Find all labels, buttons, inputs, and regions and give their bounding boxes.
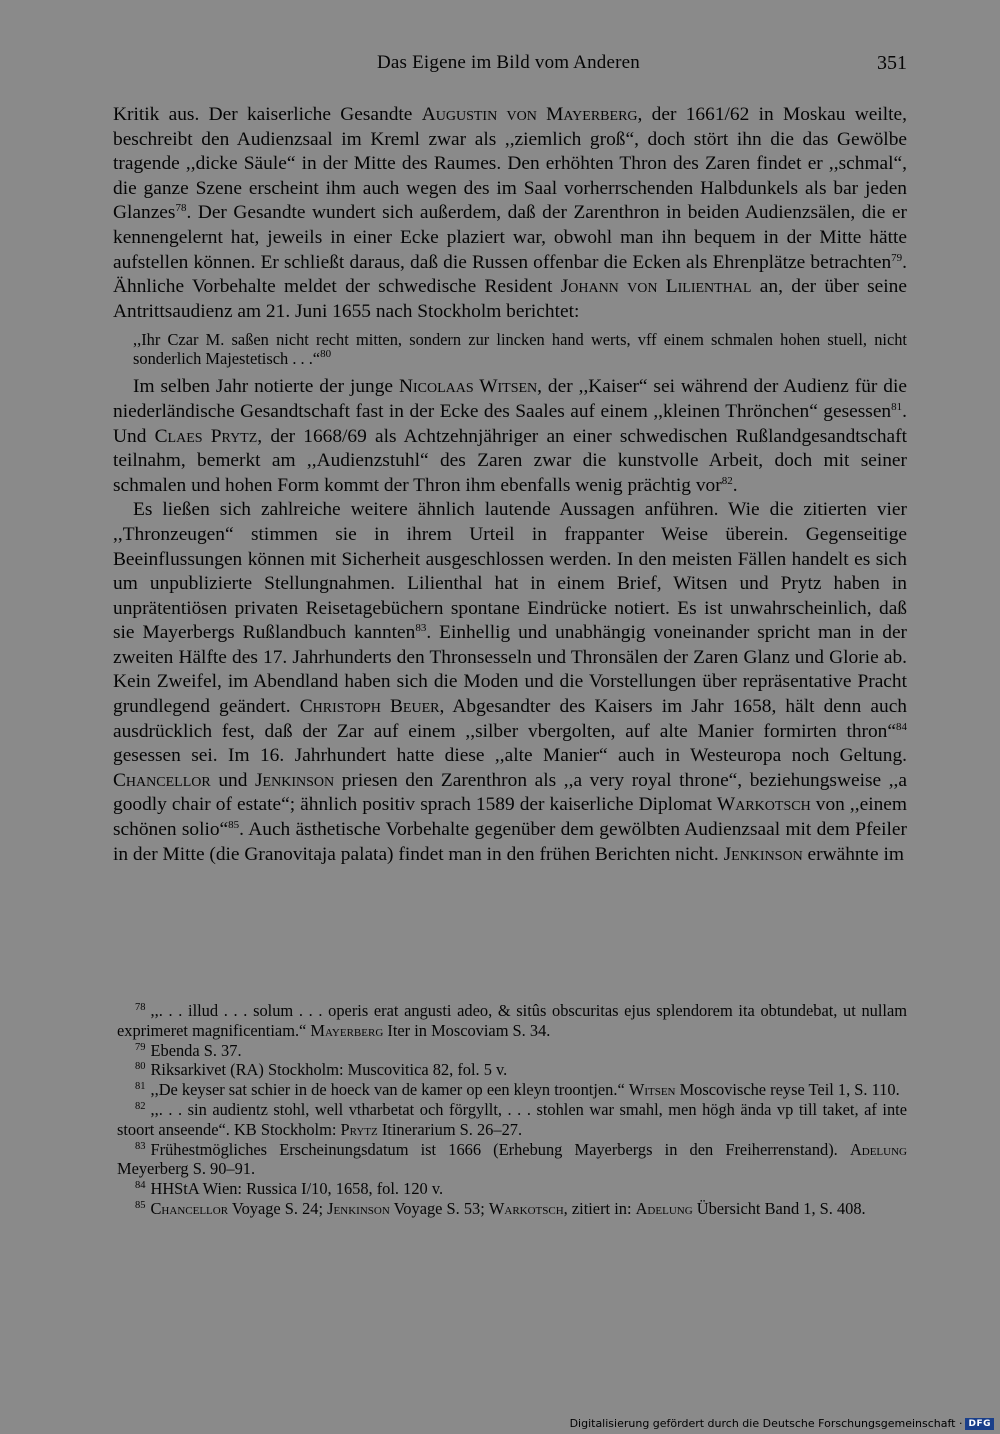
footnote-text: Übersicht Band 1, S. 408.: [692, 1198, 866, 1218]
footnote-79: [117, 1041, 907, 1061]
footnote-text: Voyage S. 53;: [389, 1198, 489, 1218]
author-name: Mayerberg: [310, 1020, 384, 1040]
author-name: Jenkinson: [327, 1198, 390, 1218]
footnote-number: 81: [135, 1081, 146, 1093]
text-run: gesessen sei. Im 16. Jahrhundert hatte diese ,,alte Manier“ auch in Westeuropa noch Geltung.: [113, 745, 907, 767]
footnote-ref: 81: [891, 400, 903, 413]
footnote-text: Iter in Moscoviam S. 34.: [383, 1020, 551, 1040]
text-run: an, der über seine Antrittsaudienz am 21. Juni 1655 nach Stockholm berichtet:: [113, 276, 907, 322]
footnote-number: 84: [135, 1180, 146, 1192]
person-name: Johann von Lilienthal: [560, 276, 752, 298]
text-run: , Abgesandter des Kaisers im Jahr 1658, hält denn auch ausdrücklich fest, daß der Zar auf einem ,,silber vbergolten, auf alte Manier formirten thron“: [113, 696, 908, 742]
footnote-text: HHStA Wien: Russica I/10, 1658, fol. 120 v.: [150, 1179, 444, 1199]
author-name: Prytz: [340, 1119, 378, 1139]
footnote-number: 80: [135, 1061, 146, 1073]
person-name: Warkotsch: [716, 794, 811, 816]
text-run: . Der Gesandte wundert sich außerdem, daß der Zarenthron in beiden Audienzsälen, die er kennengelernt hat, jeweils in einer Ecke plaziert war, obwohl man ihn bequem in der Mitte hätte aufstellen können. Er schließt daraus, daß die Russen offenbar die Ecken als Ehrenplätze betrachten: [113, 202, 907, 273]
dfg-logo-icon: DFG: [965, 1418, 994, 1430]
author-name: Adelung: [635, 1198, 693, 1218]
person-name: Jenkinson: [723, 843, 803, 865]
page-number: 351: [877, 52, 907, 74]
person-name: Christoph Beuer: [299, 696, 440, 718]
person-name: Nicolaas Witsen: [398, 376, 538, 398]
footnote-78: [117, 1001, 907, 1041]
footnote-81: [117, 1080, 907, 1100]
footnote-text: Meyerberg S. 90–91.: [117, 1159, 256, 1179]
digitization-note: Digitalisierung gefördert durch die Deutsche Forschungsgemeinschaft ·: [569, 1417, 963, 1430]
text-run: , der ,,Kaiser“ sei während der Audienz für die niederländische Gesandtschaft fast in der Ecke des Saales auf einem ,,kleinen Thrönchen“ gesessen: [113, 376, 907, 422]
footnote-ref: 80: [320, 348, 332, 361]
footnote-text: Moscovische reyse Teil 1, S. 110.: [675, 1080, 900, 1100]
footnote-text: ,,. . . sin audientz stohl, well vtharbetat och förgyllt, . . . stohlen war smahl, men högh ända vp till taket, af inte stoort anseende“. KB Stockholm:: [117, 1099, 907, 1139]
running-title: Das Eigene im Bild vom Anderen: [377, 52, 640, 73]
person-name: Chancellor: [113, 769, 211, 791]
quote-text: ,,Ihr Czar M. saßen nicht recht mitten, sondern zur lincken hand werts, vff einem schmalen hohen stuell, nicht sonderlich Majestetisch . . .“: [133, 330, 907, 369]
paragraph-1: [113, 103, 907, 324]
paragraph-2: [113, 375, 907, 498]
author-name: Witsen: [628, 1080, 676, 1100]
page-header: [110, 52, 907, 82]
text-run: , der 1661/62 in Moskau weilte, beschreibt den Audienzsaal im Kreml zwar als ,,ziemlich groß“, doch stört ihn die das Gewölbe tragende ,,dicke Säule“ in der Mitte des Raumes. Den erhöhten Thron des Zaren findet er ,,schmal“, die ganze Szene erscheint ihm auch wegen des im Saal vorherrschenden Halbdunkels als bar jeden Glanzes: [113, 104, 907, 224]
text-run: Es ließen sich zahlreiche weitere ähnlich lautende Aussagen anführen. Wie die zitierten vier ,,Thronzeugen“ stimmen sie in ihrem Urteil in frappanter Weise überein. Gegenseitige Beeinflussungen können mit Sicherheit ausgeschlossen werden. In den meisten Fällen handelt es sich um unpublizierte Stellungnahmen. Lilienthal hat in einem Brief, Witsen und Prytz haben in unprätentiösen privaten Reisetagebüchern spontane Eindrücke notiert. Es ist unwahrscheinlich, daß sie Mayerbergs Rußlandbuch kannten: [113, 499, 907, 644]
author-name: Adelung: [849, 1139, 907, 1159]
footnote-85: [117, 1199, 907, 1219]
footnote-text: ,,De keyser sat schier in de hoeck van de kamer op een kleyn troontjen.“: [150, 1080, 629, 1100]
text-run: erwähnte im: [802, 843, 904, 865]
text-run: von ,,einem schönen solio“: [113, 794, 907, 841]
footnote-82: [117, 1100, 907, 1140]
footnote-text: , zitiert in:: [563, 1198, 636, 1218]
footnote-ref: 84: [896, 720, 907, 733]
footnote-text: Riksarkivet (RA) Stockholm: Muscovitica 82, fol. 5 v.: [150, 1060, 508, 1080]
footnote-83: [117, 1140, 907, 1180]
text-run: Kritik aus. Der kaiserliche Gesandte: [113, 104, 422, 125]
footnote-ref: 85: [228, 819, 240, 832]
text-run: . Und: [113, 400, 907, 447]
footnote-text: Ebenda S. 37.: [150, 1040, 242, 1060]
footnote-text: Frühestmögliches Erscheinungsdatum ist 1666 (Erhebung Mayerbergs in den Freiherrenstand).: [150, 1139, 850, 1159]
text-run: . Ähnliche Vorbehalte meldet der schwedische Resident: [113, 251, 907, 298]
footnote-text: Voyage S. 24;: [228, 1198, 328, 1218]
author-name: Chancellor: [150, 1198, 229, 1218]
footnote-ref: 78: [175, 202, 187, 215]
text-run: priesen den Zarenthron als ,,a very royal throne“, beziehungsweise ,,a goodly chair of estate“; ähnlich positiv sprach 1589 der kaiserliche Diplomat: [113, 769, 908, 816]
footnote-number: 78: [135, 1002, 146, 1013]
footnote-ref: 79: [891, 251, 903, 264]
text-run: .: [732, 474, 738, 496]
text-run: Im selben Jahr notierte der junge: [133, 376, 399, 398]
text-run: und: [210, 769, 255, 791]
footnote-80: [117, 1060, 907, 1080]
footnote-number: 82: [135, 1100, 146, 1112]
footnote-number: 85: [135, 1199, 146, 1211]
footnote-84: [117, 1179, 907, 1199]
footnote-number: 79: [135, 1041, 146, 1053]
footnote-text: ,,. . . illud . . . solum . . . operis erat angusti adeo, & sitûs obscuritas ejus splendorem ita obtundebat, ut nullam exprimeret magnificentiam.“: [117, 1001, 907, 1040]
footnote-ref: 83: [415, 622, 427, 635]
author-name: Warkotsch: [488, 1198, 564, 1218]
paragraph-3: [113, 498, 907, 867]
person-name: Augustin von Mayerberg: [421, 104, 638, 125]
text-run: . Einhellig und unabhängig voneinander spricht man in der zweiten Hälfte des 17. Jahrhunderts den Thronsesseln und Thronsälen der Zaren Glanz und Glorie ab. Kein Zweifel, im Abendland haben sich die Moden und die Vorstellungen über repräsentative Pracht grundlegend geändert.: [113, 622, 908, 718]
digitization-credit: [570, 1417, 994, 1430]
person-name: Claes Prytz: [154, 425, 258, 447]
text-run: , der 1668/69 als Achtzehnjähriger an einer schwedischen Rußlandgesandtschaft teilnahm, bemerkt am ,,Audienzstuhl“ des Zaren zwar die kunstvolle Arbeit, doch mit seiner schmalen und hohen Form kommt der Thron ihm ebenfalls wenig prächtig vor: [113, 425, 907, 496]
block-quote: [133, 330, 907, 368]
main-text: [113, 103, 907, 867]
footnote-ref: 82: [721, 474, 733, 487]
footnote-number: 83: [135, 1140, 146, 1152]
footnote-text: Itinerarium S. 26–27.: [377, 1119, 523, 1139]
footnotes: [117, 1001, 907, 1219]
person-name: Jenkinson: [255, 769, 335, 791]
text-run: . Auch ästhetische Vorbehalte gegenüber dem gewölbten Audienzsaal mit dem Pfeiler in der Mitte (die Granovitaja palata) findet man in den frühen Berichten nicht.: [113, 819, 907, 865]
